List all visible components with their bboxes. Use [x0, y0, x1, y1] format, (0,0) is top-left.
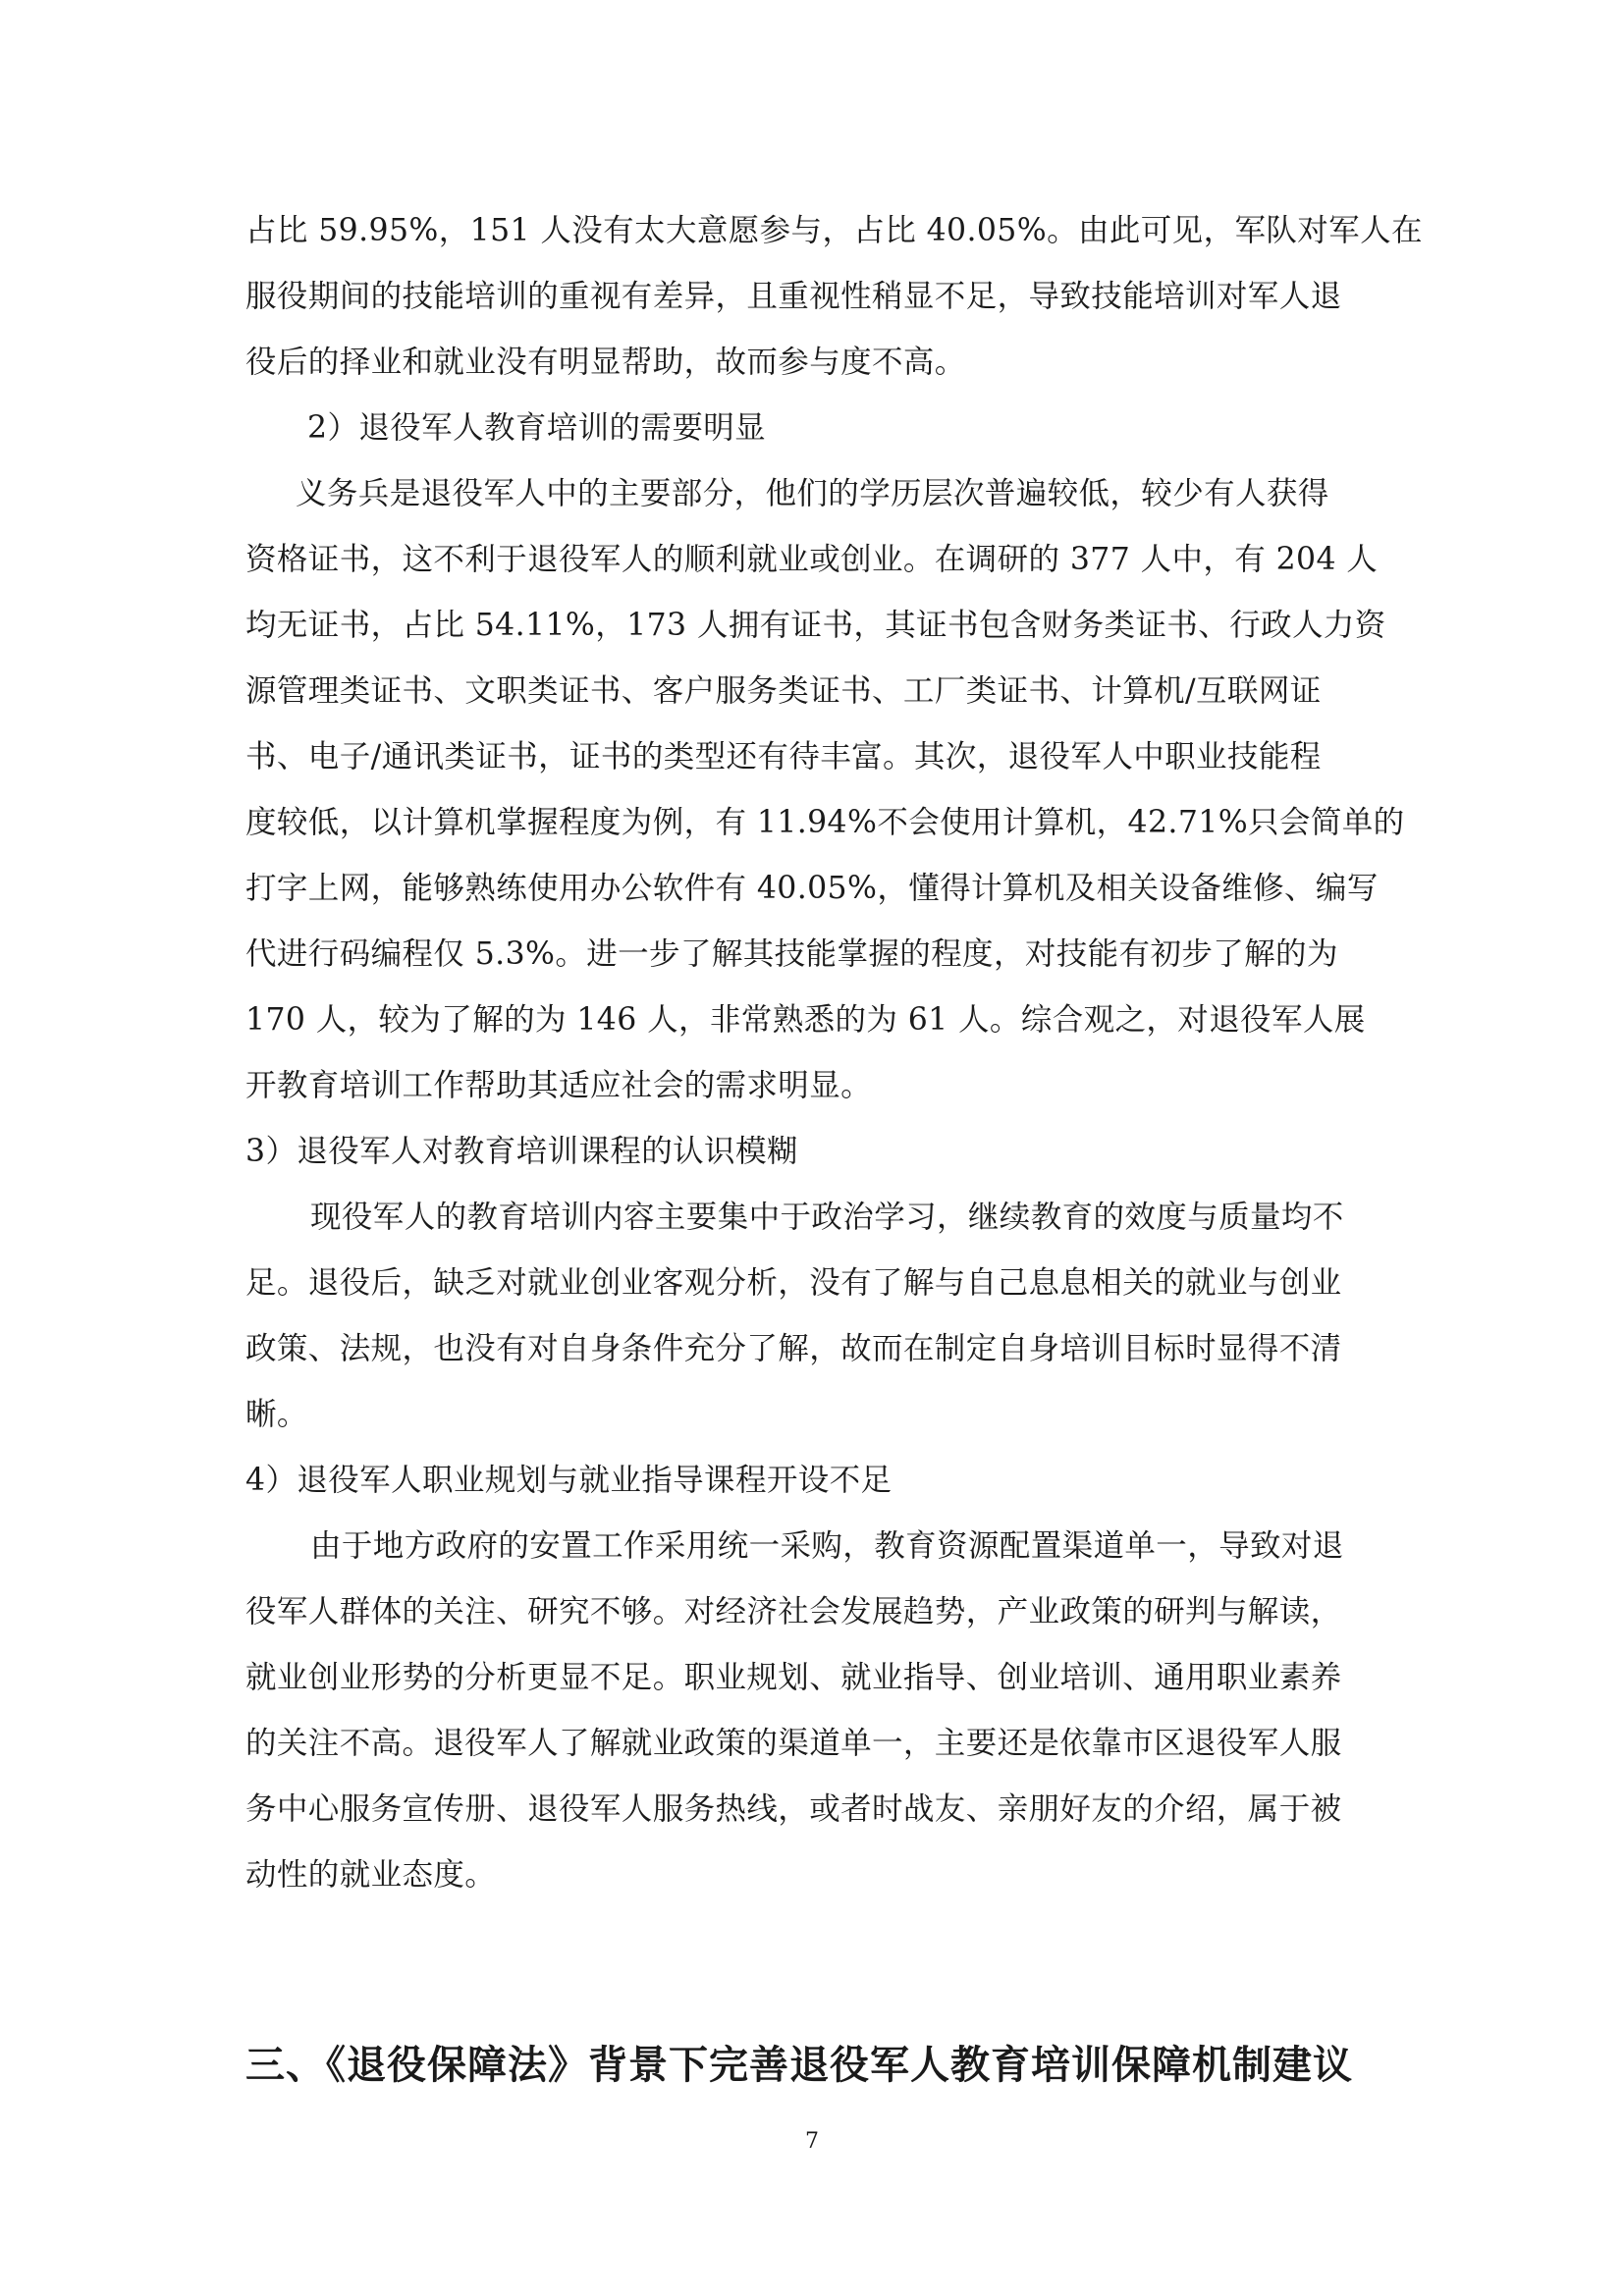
paragraph-line: 由于地方政府的安置工作采用统一采购，教育资源配置渠道单一，导致对退: [310, 1528, 1344, 1564]
paragraph-line: 资格证书，这不利于退役军人的顺利就业或创业。在调研的 377 人中，有 204 人: [245, 542, 1379, 577]
page-number: 7: [805, 2129, 819, 2154]
paragraph-line: 占比 59.95%，151 人没有太大意愿参与，占比 40.05%。由此可见，军队对军人在: [245, 213, 1423, 248]
subsection-heading: 3）退役军人对教育培训课程的认识模糊: [245, 1134, 798, 1169]
paragraph-line: 役军人群体的关注、研究不够。对经济社会发展趋势，产业政策的研判与解读，: [245, 1594, 1342, 1629]
paragraph-line: 源管理类证书、文职类证书、客户服务类证书、工厂类证书、计算机/互联网证: [245, 673, 1322, 709]
paragraph-line: 役后的择业和就业没有明显帮助，故而参与度不高。: [245, 345, 966, 380]
paragraph-line: 现役军人的教育培训内容主要集中于政治学习，继续教育的效度与质量均不: [310, 1200, 1344, 1235]
paragraph-line: 义务兵是退役军人中的主要部分，他们的学历层次普遍较低，较少有人获得: [296, 476, 1329, 511]
paragraph-line: 就业创业形势的分析更显不足。职业规划、就业指导、创业培训、通用职业素养: [245, 1660, 1342, 1695]
paragraph-line: 打字上网，能够熟练使用办公软件有 40.05%，懂得计算机及相关设备维修、编写: [245, 871, 1379, 906]
paragraph-line: 足。退役后，缺乏对就业创业客观分析，没有了解与自己息息相关的就业与创业: [245, 1265, 1342, 1301]
paragraph-line: 均无证书，占比 54.11%，173 人拥有证书，其证书包含财务类证书、行政人力资: [245, 608, 1386, 643]
subsection-heading: 2）退役军人教育培训的需要明显: [307, 410, 767, 446]
paragraph-line: 170 人，较为了解的为 146 人，非常熟悉的为 61 人。综合观之，对退役军人展: [245, 1002, 1366, 1038]
paragraph-line: 服役期间的技能培训的重视有差异，且重视性稍显不足，导致技能培训对军人退: [245, 279, 1342, 314]
subsection-heading: 4）退役军人职业规划与就业指导课程开设不足: [245, 1463, 893, 1498]
paragraph-line: 的关注不高。退役军人了解就业政策的渠道单一，主要还是依靠市区退役军人服: [245, 1726, 1342, 1761]
paragraph-line: 动性的就业态度。: [245, 1857, 497, 1893]
paragraph-line: 政策、法规，也没有对自身条件充分了解，故而在制定自身培训目标时显得不清: [245, 1331, 1342, 1366]
section-heading: 三、《退役保障法》背景下完善退役军人教育培训保障机制建议: [245, 2042, 1353, 2088]
paragraph-line: 度较低，以计算机掌握程度为例，有 11.94%不会使用计算机，42.71%只会简单的: [245, 805, 1405, 840]
paragraph-line: 开教育培训工作帮助其适应社会的需求明显。: [245, 1068, 873, 1103]
paragraph-line: 晰。: [245, 1397, 308, 1432]
paragraph-line: 代进行码编程仅 5.3%。进一步了解其技能掌握的程度，对技能有初步了解的为: [245, 936, 1338, 972]
paragraph-line: 书、电子/通讯类证书，证书的类型还有待丰富。其次，退役军人中职业技能程: [245, 739, 1322, 774]
paragraph-line: 务中心服务宣传册、退役军人服务热线，或者时战友、亲朋好友的介绍，属于被: [245, 1791, 1342, 1827]
